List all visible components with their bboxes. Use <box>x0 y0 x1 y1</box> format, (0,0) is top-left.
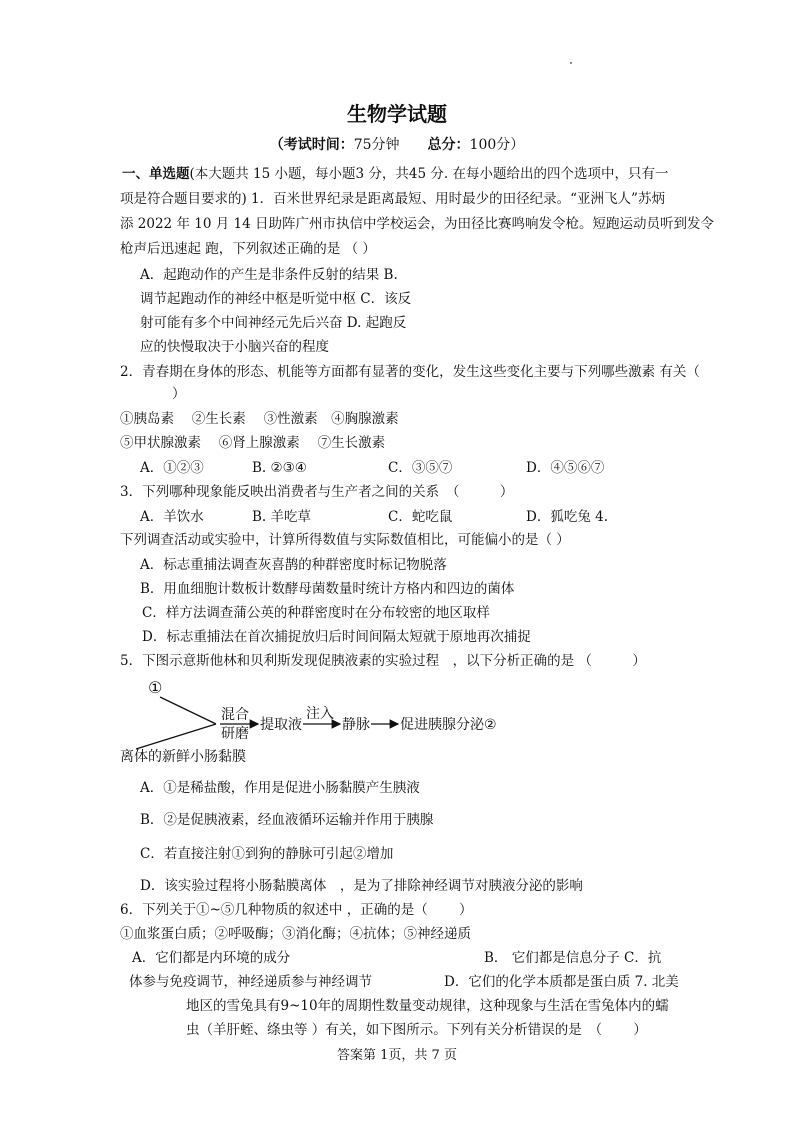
q2-option-d: D．④⑤⑥⑦ <box>526 460 605 476</box>
q6-option-b: B． 它们都是信息分子 C．抗 <box>484 950 662 966</box>
q5-option-b: B．②是促胰液素，经血液循环运输并作用于胰腺 <box>140 812 434 828</box>
q1-stem-line: 添 2022 年 10 月 14 日助阵广州市执信中学校运会，为田径比赛鸣响发令枪。短跑运动员听到发令 <box>120 216 714 232</box>
diagram-circle-1: ① <box>148 678 163 697</box>
q4-option-c: C．样方法调查蒲公英的种群密度时在分布较密的地区取样 <box>142 605 490 621</box>
q5-option-a: A．①是稀盐酸，作用是促进小肠黏膜产生胰液 <box>140 780 420 796</box>
q3-option-b: B. 羊吃草 <box>252 509 312 525</box>
q2-stem-end: ） <box>172 386 186 402</box>
q7-stem: 虫（羊肝蛭、绦虫等 ）有关，如下图所示。下列有关分析错误的是 （ ） <box>186 1022 647 1038</box>
q4-option-b: B．用血细胞计数板计数酵母菌数量时统计方格内和四边的菌体 <box>140 581 515 597</box>
q5-option-c: C．若直接注射①到狗的静脉可引起②增加 <box>140 846 394 862</box>
q2-hormone-list: ⑤甲状腺激素 ⑥肾上腺激素 ⑦生长激素 <box>120 435 386 451</box>
q1-option-c: 射可能有多个中间神经元先后兴奋 D. 起跑反 <box>140 315 407 331</box>
diagram-mix-label: 混合 <box>221 707 249 723</box>
exam-time: 75分钟 <box>353 137 400 153</box>
q3-option-a: A．羊饮水 <box>140 509 204 525</box>
q2-stem: 2．青春期在身体的形态、机能等方面都有显著的变化，发生这些变化主要与下列哪些激素 有关（ <box>120 364 700 380</box>
page-title: 生物学试题 <box>347 102 447 126</box>
q5-option-d: D．该实验过程将小肠黏膜离体 ，是为了排除神经调节对胰液分泌的影响 <box>140 878 583 894</box>
q2-option-b: B. ②③④ <box>252 460 307 476</box>
q3-option-c: C．蛇吃鼠 <box>388 509 453 525</box>
q1-stem-line: 枪声后迅速起 跑，下列叙述正确的是 （ ） <box>120 241 376 257</box>
q1-option-a: A．起跑动作的产生是非条件反射的结果 B. <box>140 267 398 283</box>
q3-stem: 3．下列哪种现象能反映出消费者与生产者之间的关系 （ ） <box>120 484 514 500</box>
q7-stem: 地区的雪兔具有9~10年的周期性数量变动规律，这种现象与生活在雪兔体内的蠕 <box>186 998 669 1014</box>
q2-hormone-list: ①胰岛素 ②生长素 ③性激素 ④胸腺激素 <box>120 411 399 427</box>
diagram-vein: 静脉 <box>342 717 370 733</box>
page-footer: 答案第 1页，共 7 页 <box>337 1048 457 1063</box>
diagram-branch-bottom <box>136 724 216 749</box>
q1-option-d: 应的快慢取决于小脑兴奋的程度 <box>140 339 329 355</box>
q6-option-d: D．它们的化学本质都是蛋白质 7. 北美 <box>444 974 679 990</box>
q6-option-a: A．它们都是内环境的成分 <box>132 950 291 966</box>
diagram-result: 促进胰腺分泌② <box>400 717 497 733</box>
section-label: 一、单选题 <box>122 166 190 182</box>
q6-substance-list: ①血浆蛋白质；②呼吸酶；③消化酶；④抗体；⑤神经递质 <box>120 926 471 942</box>
section-intro <box>122 165 668 183</box>
diagram-inject-label: 注入 <box>306 706 334 722</box>
q1-stem-line: 项是符合题目要求的) 1．百米世界纪录是距离最短、用时最少的田径纪录。“亚洲飞人”苏炳 <box>120 191 665 207</box>
q4-option-d: D．标志重捕法在首次捕捉放归后时间间隔太短就于原地再次捕捉 <box>142 629 531 645</box>
q2-option-c: C．③⑤⑦ <box>388 460 453 476</box>
section-intro-text: (本大题共 15 小题，每小题3 分，共45 分. 在每小题给出的四个选项中，只有一 <box>189 166 669 182</box>
q5-experiment-diagram <box>0 675 794 765</box>
exam-score-label: 总分： <box>427 137 470 153</box>
q5-stem: 5．下图示意斯他林和贝利斯发现促胰液素的实验过程 ，以下分析正确的是 （ ） <box>120 653 646 669</box>
diagram-source: 离体的新鲜小肠黏膜 <box>120 749 246 765</box>
exam-score: 100分） <box>469 137 525 153</box>
q6-stem: 6．下列关于①~⑤几种物质的叙述中 ，正确的是（ ） <box>120 902 473 918</box>
q6-option-c: 体参与免疫调节，神经递质参与神经调节 <box>129 974 372 990</box>
diagram-grind-label: 研磨 <box>221 726 249 742</box>
q4-stem: 下列调查活动或实验中，计算所得数值与实际数值相比，可能偏小的是（ ） <box>120 532 570 548</box>
q4-option-a: A．标志重捕法调查灰喜鹊的种群密度时标记物脱落 <box>140 557 447 573</box>
q3-option-d: D．狐吃兔 4. <box>526 509 608 525</box>
q2-option-a: A．①②③ <box>140 460 204 476</box>
scan-speck <box>570 62 572 64</box>
diagram-extract: 提取液 <box>260 717 302 733</box>
diagram-branch-top <box>160 697 216 724</box>
exam-info <box>0 134 794 154</box>
exam-time-label: （考试时间： <box>269 137 354 153</box>
q1-option-b: 调节起跑动作的神经中枢是听觉中枢 C．该反 <box>140 291 412 307</box>
